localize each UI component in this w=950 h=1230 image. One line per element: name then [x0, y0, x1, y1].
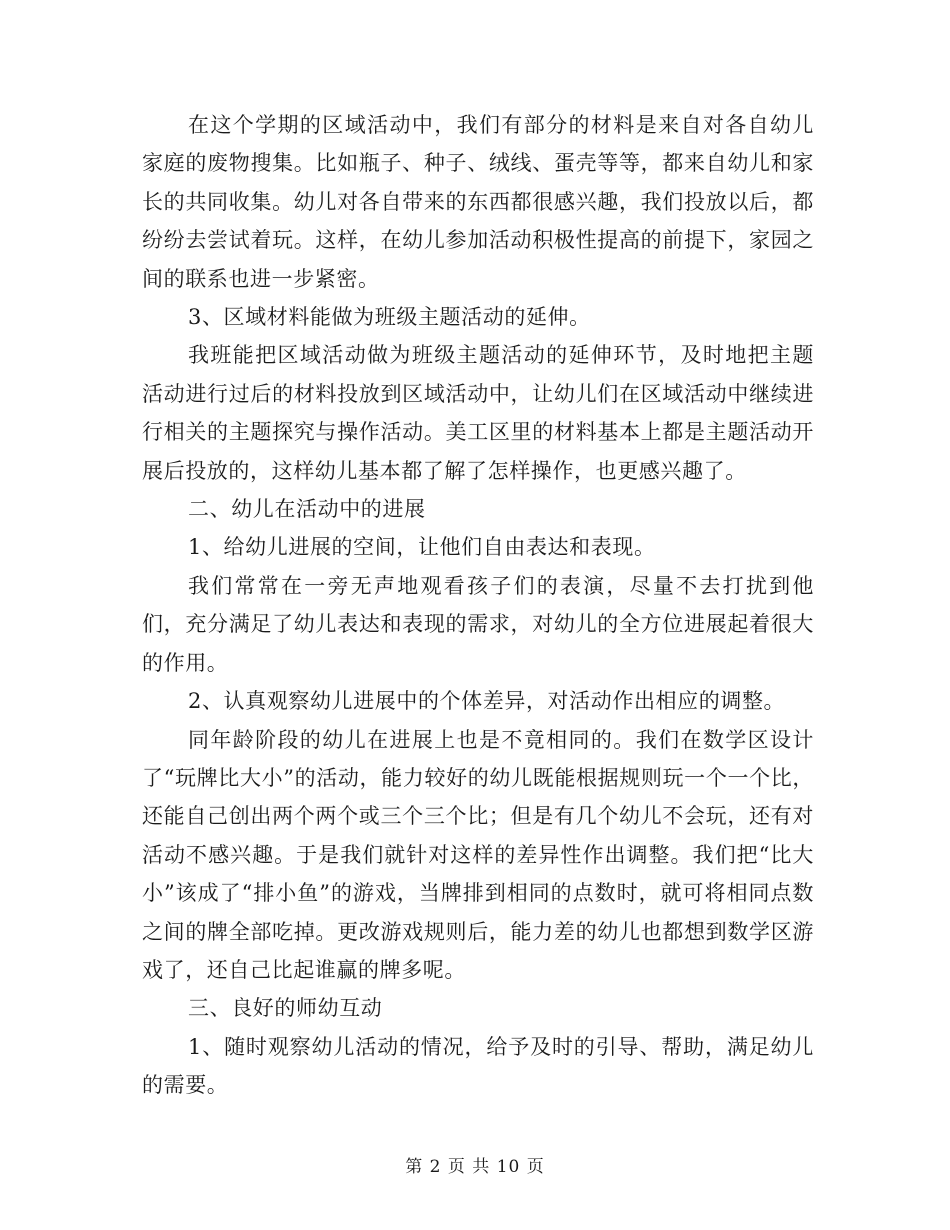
heading-individual-differences: 2、认真观察幼儿进展中的个体差异，对活动作出相应的调整。 — [188, 689, 786, 714]
page-number-footer: 第 2 页 共 10 页 — [405, 1157, 545, 1177]
paragraph-observe-performance: 我们常常在一旁无声地观看孩子们的表演，尽量不去打扰到他们，充分满足了幼儿表达和表现的需求，对幼儿的全方位进展起着很大的作用。 — [142, 573, 814, 675]
paragraph-theme-extension: 我班能把区域活动做为班级主题活动的延伸环节，及时地把主题活动进行过后的材料投放到区域活动中，让幼儿们在区域活动中继续进行相关的主题探究与操作活动。美工区里的材料基本上都是主题活动开展后投放的，这样幼儿基本都了解了怎样操作，也更感兴趣了。 — [142, 343, 814, 483]
section-heading-child-progress: 二、幼儿在活动中的进展 — [188, 497, 426, 522]
document-body — [142, 106, 814, 1105]
section-heading-teacher-child-interaction: 三、良好的师幼互动 — [188, 996, 383, 1021]
paragraph-card-game-adjustment: 同年龄阶段的幼儿在进展上也是不竟相同的。我们在数学区设计了“玩牌比大小”的活动，能力较好的幼儿既能根据规则玩一个一个比，还能自己创出两个两个或三个三个比；但是有几个幼儿不会玩，还有对活动不感兴趣。于是我们就针对这样的差异性作出调整。我们把“比大小”该成了“排小鱼”的游戏，当牌排到相同的点数时，就可将相同点数之间的牌全部吃掉。更改游戏规则后，能力差的幼儿也都想到数学区游戏了，还自己比起谁赢的牌多呢。 — [142, 727, 814, 982]
paragraph-family-waste-collection: 在这个学期的区域活动中，我们有部分的材料是来自对各自幼儿家庭的废物搜集。比如瓶子、种子、绒线、蛋壳等等，都来自幼儿和家长的共同收集。幼儿对各自带来的东西都很感兴趣，我们投放以后，都纷纷去尝试着玩。这样，在幼儿参加活动积极性提高的前提下，家园之间的联系也进一步紧密。 — [142, 113, 814, 291]
heading-timely-guidance: 1、随时观察幼儿活动的情况，给予及时的引导、帮助，满足幼儿的需要。 — [142, 1034, 814, 1098]
heading-space-for-progress: 1、给幼儿进展的空间，让他们自由表达和表现。 — [188, 535, 656, 560]
heading-theme-extension: 3、区域材料能做为班级主题活动的延伸。 — [188, 305, 591, 330]
